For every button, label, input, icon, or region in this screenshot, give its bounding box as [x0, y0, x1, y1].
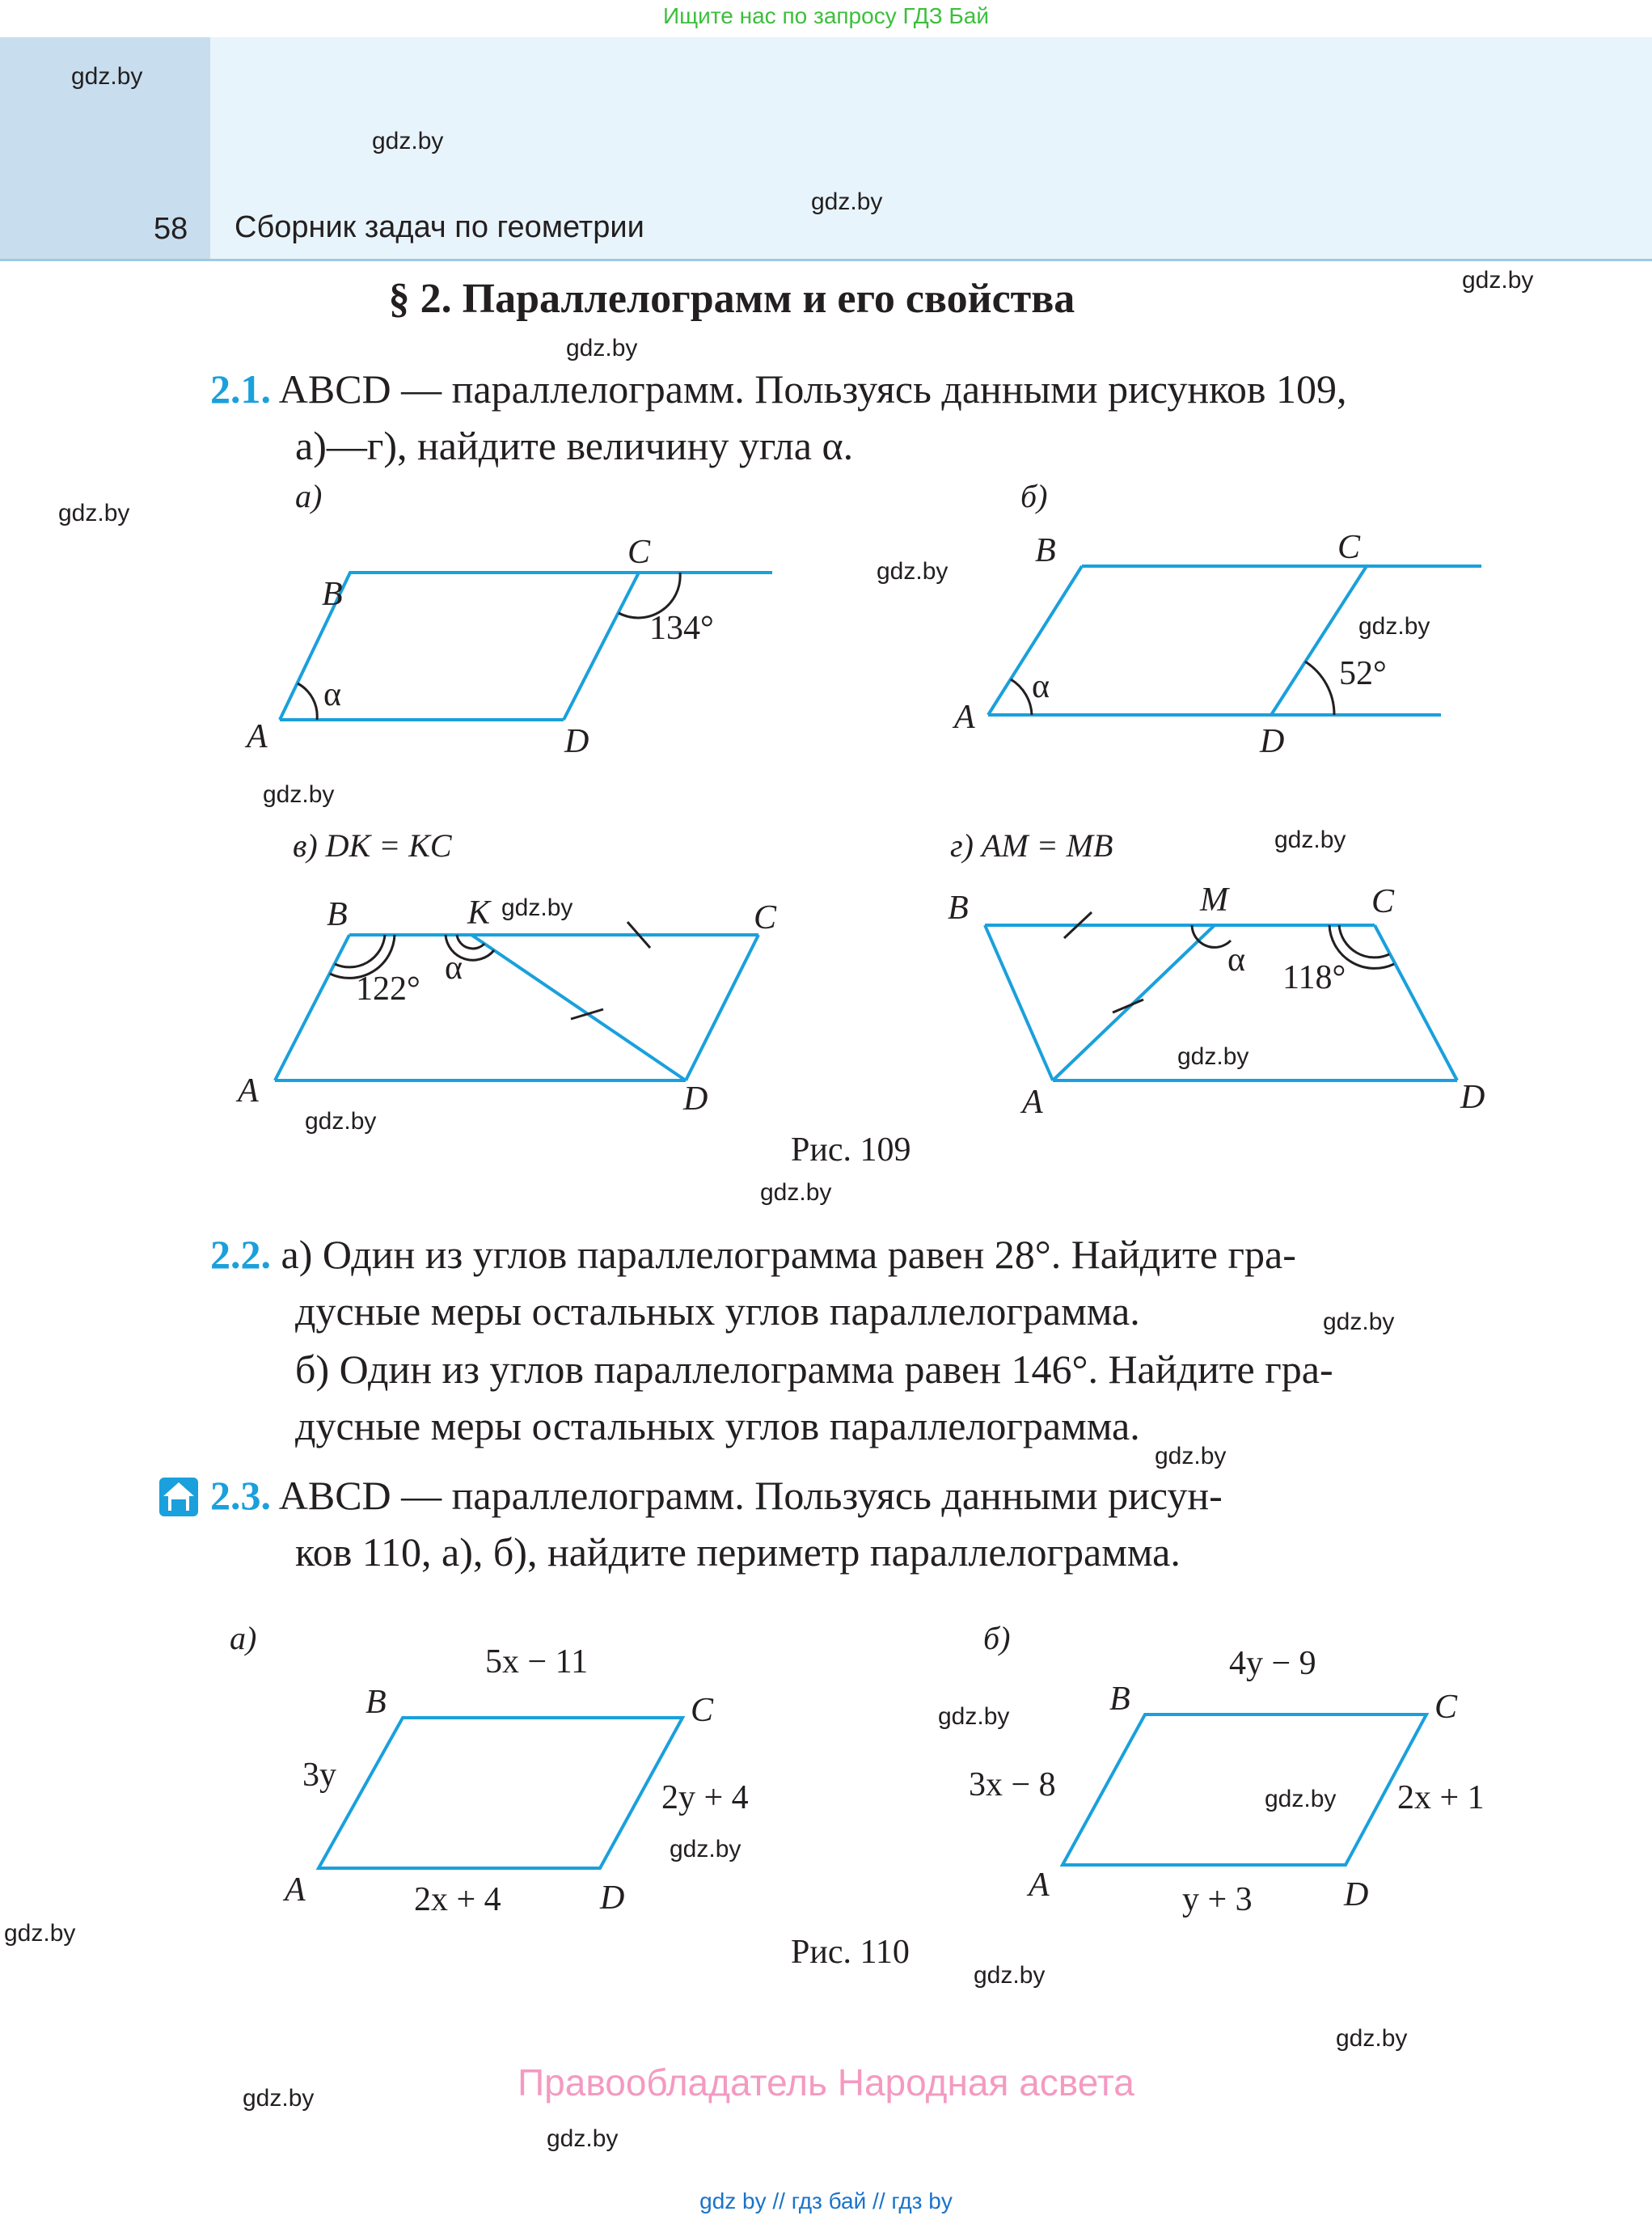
problem-line: дусные меры остальных углов параллелограмма. — [295, 1403, 1140, 1448]
watermark: gdz.by — [372, 128, 444, 154]
top-banner: Ищите нас по запросу ГДЗ Бай — [662, 3, 990, 28]
problem-line: а)—г), найдите величину угла α. — [295, 423, 854, 468]
watermark: gdz.by — [566, 335, 638, 362]
side-label: 3x − 8 — [969, 1766, 1056, 1803]
figure-109d-label: г) AM = MB — [950, 827, 1113, 864]
angle-value: 134° — [649, 610, 714, 647]
angle-value: 52° — [1339, 655, 1387, 692]
section-title: § 2. Параллелограмм и его свойства — [388, 276, 1075, 322]
vertex-label: D — [564, 723, 589, 760]
side-label: 2y + 4 — [661, 1779, 749, 1816]
parallelogram — [1063, 1715, 1426, 1865]
side-label: 5x − 11 — [485, 1643, 589, 1681]
vertex-label: K — [467, 894, 491, 932]
alpha-label: α — [445, 949, 463, 987]
watermark: gdz.by — [1358, 613, 1430, 640]
watermark: gdz.by — [1177, 1043, 1249, 1070]
bottom-links[interactable]: gdz by // гдз бай // гдз by — [699, 2188, 953, 2213]
problem-number: 2.3. — [210, 1473, 271, 1518]
watermark: gdz.by — [877, 558, 949, 585]
vertex-label: A — [1022, 1084, 1043, 1121]
watermark: gdz.by — [1155, 1443, 1227, 1469]
running-title: Сборник задач по геометрии — [234, 210, 644, 244]
vertex-label: B — [948, 890, 969, 927]
vertex-label: B — [322, 576, 343, 613]
watermark: gdz.by — [501, 894, 573, 921]
watermark: gdz.by — [243, 2085, 315, 2112]
vertex-label: D — [1460, 1079, 1485, 1116]
alpha-label: α — [1227, 941, 1246, 979]
figure-110a-label: а) — [230, 1620, 257, 1656]
vertex-label: B — [1109, 1681, 1130, 1718]
side-label: 2x + 1 — [1397, 1779, 1485, 1816]
figure-109-caption: Рис. 109 — [791, 1131, 911, 1169]
figure-109c-label: в) DK = KC — [293, 827, 452, 864]
watermark: gdz.by — [1265, 1786, 1337, 1812]
vertex-label: B — [327, 896, 348, 933]
watermark: gdz.by — [547, 2125, 619, 2152]
watermark: gdz.by — [1274, 827, 1346, 853]
watermark: gdz.by — [811, 188, 883, 215]
vertex-label: C — [627, 534, 651, 571]
vertex-label: A — [285, 1871, 306, 1909]
vertex-label: D — [1344, 1876, 1369, 1913]
vertex-label: M — [1200, 882, 1228, 919]
vertex-label: C — [1337, 529, 1361, 566]
side-label: 3y — [302, 1757, 336, 1794]
vertex-label: A — [247, 718, 268, 755]
watermark: gdz.by — [974, 1962, 1046, 1989]
watermark: gdz.by — [1462, 267, 1534, 294]
vertex-label: B — [365, 1684, 387, 1721]
side-label: 4y − 9 — [1229, 1645, 1316, 1682]
watermark: gdz.by — [1336, 2025, 1408, 2052]
problem-line: дусные меры остальных углов параллелограмма. — [295, 1288, 1140, 1334]
figure-109b-label: б) — [1020, 478, 1048, 514]
vertex-label: C — [754, 899, 777, 937]
watermark: gdz.by — [58, 500, 130, 526]
page-number: 58 — [154, 212, 188, 246]
watermark: gdz.by — [1323, 1309, 1395, 1335]
vertex-label: B — [1035, 532, 1056, 569]
problem-line: б) Один из углов параллелограмма равен 146°. Найдите гра- — [295, 1347, 1333, 1392]
problem-line: ABCD — параллелограмм. Пользуясь данными рисун- — [278, 1473, 1223, 1518]
vertex-label: C — [1371, 883, 1395, 920]
vertex-label: D — [600, 1879, 625, 1917]
vertex-label: A — [1029, 1867, 1050, 1904]
watermark: gdz.by — [4, 1920, 76, 1947]
problem-number: 2.2. — [210, 1232, 271, 1277]
watermark: gdz.by — [938, 1703, 1010, 1730]
vertex-label: C — [691, 1692, 714, 1729]
angle-value: 122° — [356, 970, 420, 1008]
vertex-label: C — [1434, 1689, 1458, 1726]
side-label: y + 3 — [1182, 1881, 1253, 1918]
watermark: gdz.by — [71, 63, 143, 90]
angle-value: 118° — [1282, 959, 1346, 996]
watermark: gdz.by — [760, 1179, 832, 1206]
vertex-label: D — [1260, 723, 1285, 760]
side-label: 2x + 4 — [414, 1881, 501, 1918]
vertex-label: D — [683, 1080, 708, 1118]
rights-holder: Правообладатель Народная асвета — [518, 2061, 1134, 2103]
watermark: gdz.by — [263, 781, 335, 808]
problem-number: 2.1. — [210, 366, 271, 412]
problem-line: ABCD — параллелограмм. Пользуясь данными рисунков 109, — [278, 366, 1347, 412]
vertex-label: A — [238, 1072, 259, 1110]
problem-line: ков 110, а), б), найдите периметр параллелограмма. — [295, 1529, 1181, 1575]
problem-line: а) Один из углов параллелограмма равен 28°. Найдите гра- — [281, 1232, 1296, 1277]
watermark: gdz.by — [305, 1108, 377, 1135]
figure-109a-label: а) — [295, 478, 323, 514]
figure-110-caption: Рис. 110 — [791, 1934, 910, 1971]
alpha-label: α — [1032, 668, 1050, 705]
vertex-label: A — [954, 699, 975, 736]
watermark: gdz.by — [670, 1836, 741, 1862]
figure-110b-label: б) — [983, 1620, 1011, 1656]
alpha-label: α — [323, 676, 342, 713]
